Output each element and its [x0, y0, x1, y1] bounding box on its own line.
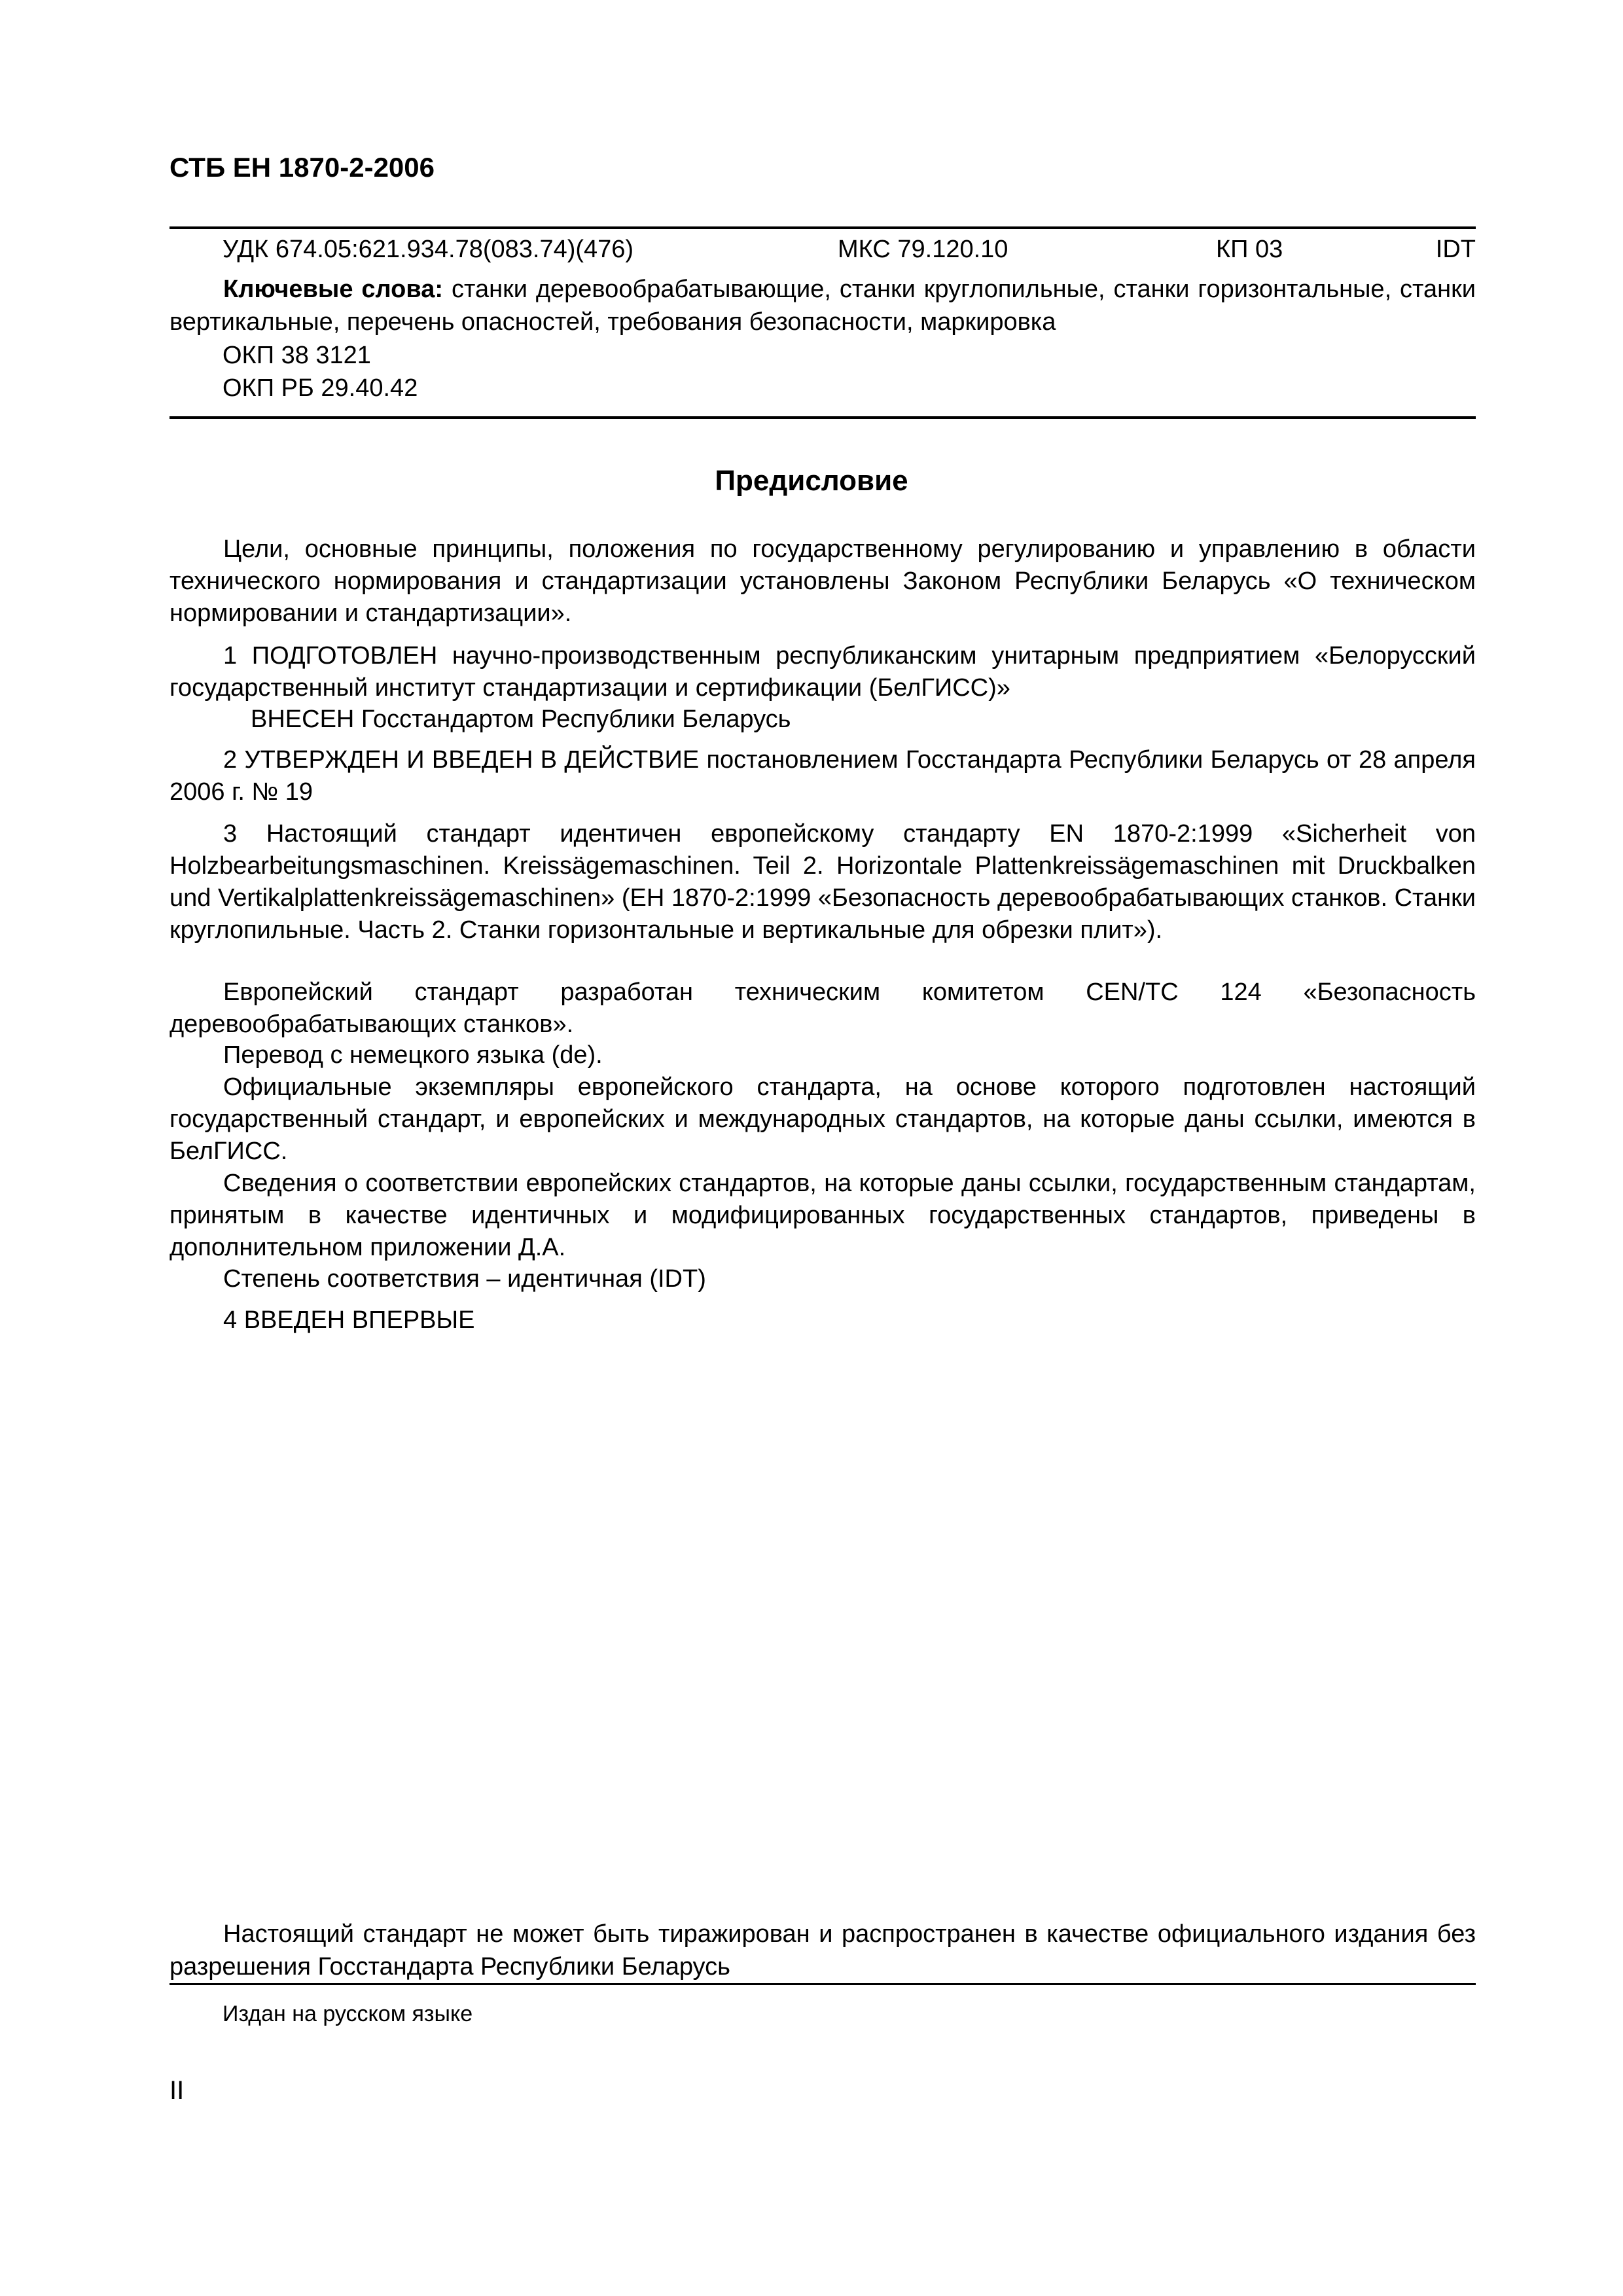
preface-item-3-references: Сведения о соответствии европейских стандартов, на которые даны ссылки, государственным стандартам, принятым в качестве идентичных и модифицированных государственных стандартов, приведены в дополнительном приложении Д.А.: [169, 1170, 1476, 1261]
copyright-notice: Настоящий стандарт не может быть тиражирован и распространен в качестве официального издания без разрешения Госстандарта Республики Беларусь: [169, 1920, 1476, 1981]
preface-item-1: 1 ПОДГОТОВЛЕН научно-производственным республиканским унитарным предприятием «Белорусский государственный институт стандартизации и сертификации (БелГИСС)»: [169, 642, 1476, 702]
document-code: СТБ ЕН 1870-2-2006: [169, 152, 435, 183]
preface-item-3-committee: Европейский стандарт разработан техническим комитетом CEN/TC 124 «Безопасность деревообрабатывающих станков».: [169, 978, 1476, 1038]
preface-item-2: 2 УТВЕРЖДЕН И ВВЕДЕН В ДЕЙСТВИЕ постановлением Госстандарта Республики Беларусь от 28 апреля 2006 г. № 19: [169, 746, 1476, 806]
publication-language: Издан на русском языке: [223, 2001, 473, 2026]
preface-item-3-degree: Степень соответствия – идентичная (IDT): [223, 1265, 706, 1293]
preface-title: Предисловие: [715, 465, 908, 497]
okp-rb-code: ОКП РБ 29.40.42: [223, 374, 418, 402]
preface-item-4: 4 ВВЕДЕН ВПЕРВЫЕ: [223, 1306, 475, 1334]
top-divider: [169, 226, 1476, 229]
udk-code: УДК 674.05:621.934.78(083.74)(476): [223, 236, 634, 263]
idt-code: IDT: [1435, 236, 1476, 263]
footer-divider: [169, 1983, 1476, 1985]
header-bottom-divider: [169, 416, 1476, 419]
page-number: II: [169, 2076, 185, 2105]
keywords: [169, 273, 1476, 338]
preface-item-3-copies: Официальные экземпляры европейского стандарта, на основе которого подготовлен настоящий государственный стандарт, и европейских и международных стандартов, на которые даны ссылки, имеются в БелГИСС.: [169, 1073, 1476, 1165]
mks-code: МКС 79.120.10: [838, 236, 1008, 263]
keywords-text: станки деревообрабатывающие, станки круглопильные, станки горизонтальные, станки вертикальные, перечень опасностей, требования безопасности, маркировка: [169, 276, 1476, 336]
preface-item-3-translation: Перевод с немецкого языка (de).: [223, 1041, 603, 1069]
preface-item-3: 3 Настоящий стандарт идентичен европейскому стандарту EN 1870-2:1999 «Sicherheit von Holzbearbeitungsmaschinen. Kreissägemaschinen. Teil 2. Horizontale Plattenkreissägemaschinen mit Druckbalken und Vertikalplattenkreissägemaschinen» (ЕН 1870-2:1999 «Безопасность деревообрабатывающих станков. Станки круглопильные. Часть 2. Станки горизонтальные и вертикальные для обрезки плит»).: [169, 820, 1476, 944]
classification-row: [223, 236, 1476, 268]
keywords-label: Ключевые слова:: [223, 276, 444, 303]
okp-code: ОКП 38 3121: [223, 342, 371, 369]
preface-item-1-sub: ВНЕСЕН Госстандартом Республики Беларусь: [251, 706, 791, 733]
kp-code: КП 03: [1216, 236, 1283, 263]
preface-intro: Цели, основные принципы, положения по государственному регулированию и управлению в области технического нормирования и стандартизации установлены Законом Республики Беларусь «О техническом нормировании и стандартизации».: [169, 535, 1476, 627]
